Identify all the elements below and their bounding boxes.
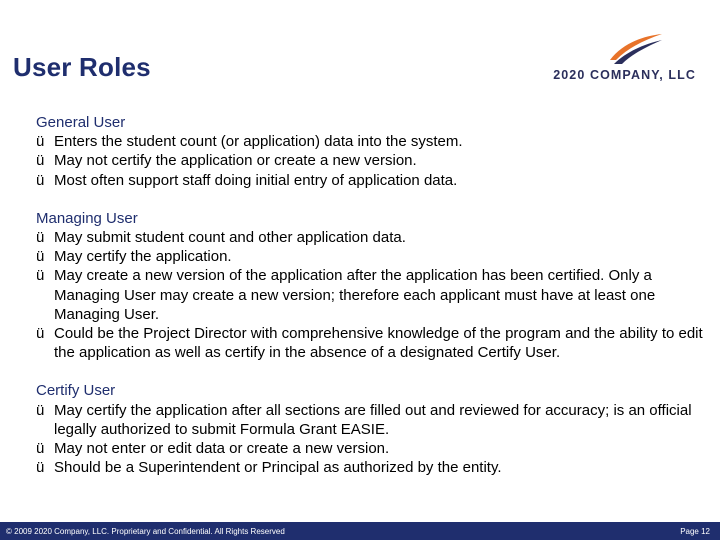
list-item [36, 401, 706, 439]
logo-text: 2020 COMPANY, LLC [553, 68, 696, 82]
list-item [36, 228, 706, 247]
checkmark-icon: ü [36, 171, 45, 189]
checkmark-icon: ü [36, 325, 45, 343]
checkmark-icon: ü [36, 440, 45, 458]
swoosh-logo-icon [608, 30, 664, 66]
checkmark-icon: ü [36, 229, 45, 247]
section-heading: Certify User [36, 382, 116, 400]
section-heading: Managing User [36, 209, 138, 227]
list-item-text: Should be a Superintendent or Principal as authorized by the entity. [54, 459, 502, 477]
list-item [36, 266, 706, 324]
page-number: Page 12 [680, 527, 710, 536]
checkmark-icon: ü [36, 152, 45, 170]
section-certify-user [36, 381, 706, 477]
checkmark-icon: ü [36, 267, 45, 285]
list-item [36, 132, 706, 151]
company-logo [553, 30, 710, 85]
list-item-text: May not certify the application or create a new version. [54, 152, 417, 170]
list-item [36, 151, 706, 170]
section-heading: General User [36, 114, 126, 131]
checkmark-icon: ü [36, 133, 45, 151]
checkmark-icon: ü [36, 248, 45, 266]
list-item [36, 247, 706, 266]
section-general-user [36, 113, 706, 190]
section-managing-user [36, 209, 706, 363]
footer-bar [0, 522, 720, 540]
list-item-text: May certify the application. [54, 248, 232, 266]
list-item [36, 171, 706, 190]
roles-content [36, 113, 706, 496]
list-item-text: Could be the Project Director with comprehensive knowledge of the program and the ability to edit the application as well as certify in the absence of a designated Certify User. [54, 325, 703, 362]
slide-title: User Roles [13, 52, 151, 82]
list-item [36, 439, 706, 458]
list-item-text: Most often support staff doing initial entry of application data. [54, 171, 458, 189]
footer-copyright: © 2009 2020 Company, LLC. Proprietary and Confidential. All Rights Reserved [6, 527, 285, 536]
list-item-text: May certify the application after all sections are filled out and reviewed for accuracy; is an official legally authorized to submit Formula Grant EASIE. [54, 401, 692, 438]
checkmark-icon: ü [36, 401, 45, 419]
list-item-text: Enters the student count (or application) data into the system. [54, 133, 463, 151]
list-item [36, 458, 706, 477]
list-item [36, 324, 706, 362]
list-item-text: May submit student count and other application data. [54, 229, 406, 247]
list-item-text: May not enter or edit data or create a new version. [54, 440, 390, 458]
checkmark-icon: ü [36, 459, 45, 477]
list-item-text: May create a new version of the application after the application has been certified. Only a Managing User may create a new version; therefore each applicant must have at least one Managing User. [54, 267, 656, 323]
